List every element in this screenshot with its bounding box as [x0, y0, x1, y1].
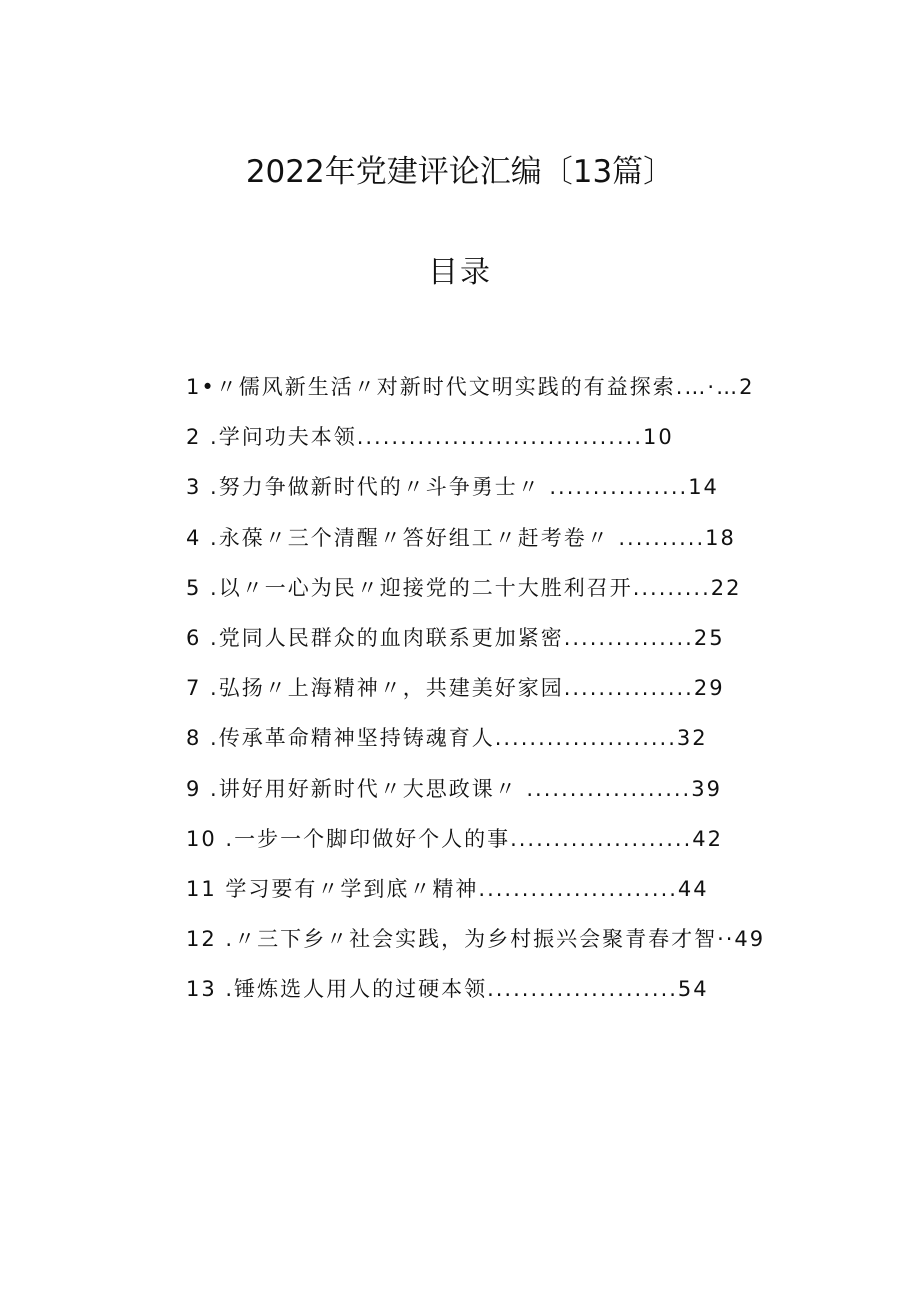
toc-entry-text: 7 .弘扬〃上海精神〃，共建美好家园...............29 — [186, 676, 725, 701]
toc-entry-text: 8 .传承革命精神坚持铸魂育人.....................32 — [186, 726, 708, 751]
toc-entry-text: 1•〃儒风新生活〃对新时代文明实践的有益探索.…·…2 — [186, 375, 755, 399]
toc-entry[interactable] — [186, 964, 786, 1014]
toc-entry[interactable] — [186, 764, 786, 814]
toc-entry-text: 6 .党同人民群众的血肉联系更加紧密...............25 — [186, 625, 725, 650]
toc-entry[interactable] — [186, 814, 786, 864]
toc-entry-text: 10 .一步一个脚印做好个人的事.....................42 — [186, 826, 723, 851]
toc-entry-text: 2 .学问功夫本领.................................10 — [186, 425, 674, 450]
toc-heading: 目录 — [428, 255, 492, 290]
toc-entry-text: 9 .讲好用好新时代〃大思政课〃 ...................39 — [186, 776, 722, 801]
toc-entry[interactable] — [186, 412, 786, 462]
table-of-contents — [186, 362, 786, 1014]
document-title: 2022年党建评论汇编〔13篇〕 — [245, 154, 675, 190]
toc-entry-text: 3 .努力争做新时代的〃斗争勇士〃 ................14 — [186, 475, 719, 500]
toc-entry-text: 11 学习要有〃学到底〃精神.......................44 — [186, 876, 709, 901]
toc-entry[interactable] — [186, 713, 786, 763]
toc-entry[interactable] — [186, 362, 786, 412]
toc-entry[interactable] — [186, 462, 786, 512]
toc-entry[interactable] — [186, 613, 786, 663]
toc-entry-text: 13 .锤炼选人用人的过硬本领......................54 — [186, 977, 709, 1002]
toc-entry[interactable] — [186, 914, 786, 964]
toc-entry[interactable] — [186, 563, 786, 613]
toc-entry-text: 12 .〃三下乡〃社会实践，为乡村振兴会聚青春才智··49 — [186, 927, 766, 952]
toc-entry[interactable] — [186, 513, 786, 563]
toc-entry-text: 4 .永葆〃三个清醒〃答好组工〃赶考卷〃 ..........18 — [186, 525, 736, 550]
toc-entry[interactable] — [186, 864, 786, 914]
toc-entry[interactable] — [186, 663, 786, 713]
toc-entry-text: 5 .以〃一心为民〃迎接党的二十大胜利召开.........22 — [186, 575, 742, 600]
